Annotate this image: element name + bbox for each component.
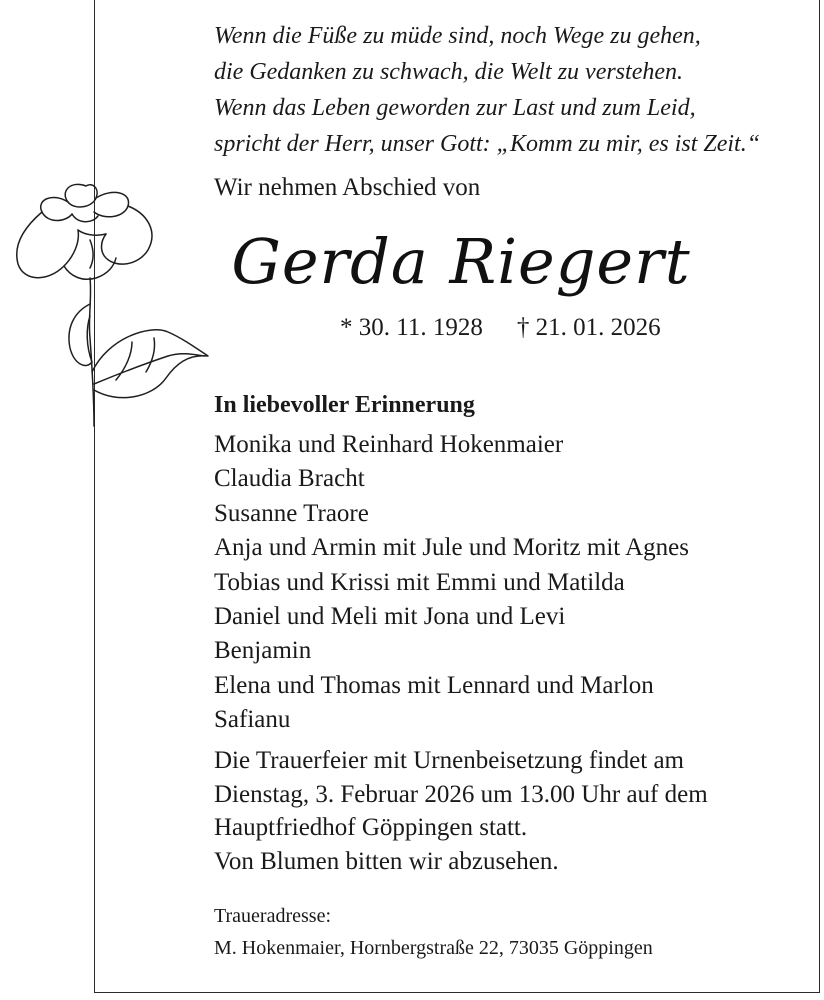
service-line: Dienstag, 3. Februar 2026 um 13.00 Uhr auf dem [214,780,708,808]
mourner-line: Monika und Reinhard Hokenmaier [214,431,564,458]
mourner-line: Benjamin [214,637,312,665]
service-line: Die Trauerfeier mit Urnenbeisetzung findet am [214,747,684,774]
poem-line: Wenn das Leben geworden zur Last und zum Leid, [214,95,696,121]
mourner-line: Anja und Armin mit Jule und Moritz mit Agnes [214,534,689,562]
death-date: † 21. 01. 2026 [516,314,661,341]
mourner-line: Susanne Traore [214,499,369,527]
poem-line: die Gedanken zu schwach, die Welt zu verstehen. [214,59,683,85]
farewell-intro: Wir nehmen Abschied von [214,174,481,201]
funeral-service-info [214,744,708,878]
poem [214,18,804,162]
mourner-line: Elena und Thomas mit Lennard und Marlon [214,671,654,699]
service-line: Hauptfriedhof Göppingen statt. [214,814,528,841]
poem-line: Wenn die Füße zu müde sind, noch Wege zu gehen, [214,23,701,49]
poem-line: spricht der Herr, unser Gott: „Komm zu mir, es ist Zeit.“ [214,131,761,157]
mourner-line: Safianu [214,706,291,734]
mourning-address-label: Traueradresse: [214,905,332,927]
mourners-list [214,428,689,738]
rose-line-drawing-icon [8,178,218,428]
mourner-line: Tobias und Krissi mit Emmi und Matilda [214,568,625,596]
mourning-address: M. Hokenmaier, Hornbergstraße 22, 73035 Göppingen [214,937,653,959]
mourner-line: Claudia Bracht [214,465,365,493]
mourner-line: Daniel und Meli mit Jona und Levi [214,603,566,631]
life-dates [340,310,661,346]
birth-date: * 30. 11. 1928 [340,314,483,341]
deceased-name: Gerda Riegert [231,225,691,298]
service-line: Von Blumen bitten wir abzusehen. [214,847,559,875]
memorial-heading: In liebevoller Erinnerung [214,392,475,418]
